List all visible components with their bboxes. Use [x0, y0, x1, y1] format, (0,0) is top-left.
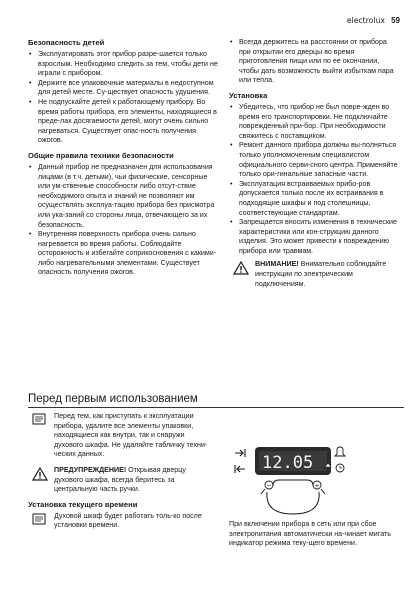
door-warning: [28, 466, 208, 495]
list-item: • Эксплуатация встраиваемых прибо-ров допускается только после их встраивания в подходящие шкафы и под столешницы, соответствующие стандартам.: [229, 180, 399, 218]
before-use-left: [28, 412, 208, 531]
note-square-icon: [32, 413, 46, 429]
list-item: • Убедитесь, что прибор не был повре-жден во время его транспортировки. Не подключайте поврежденный при-бор. При необходимости свяжитесь с поставщиком.: [229, 103, 399, 141]
packaging-note: [28, 412, 208, 460]
list-item: • Данный прибор не предназначен для использования лицами (в т.ч. детьми), чьи физические, сенсорные или ум-ственные способности либо отсут-ствие необходимого опыта и знаний не позволяют им осуществлять эксплуа-тацию прибора без присмотра или ука-заний со стороны лица, отвечающего за их безопасность.: [28, 163, 218, 230]
arrow-right-icon: [235, 449, 245, 457]
svg-text:−: −: [266, 482, 272, 490]
time-note-text: Духовой шкаф будет работать толь-ко после установки времени.: [54, 511, 202, 530]
knob-illustration: [261, 480, 325, 514]
warning-head: ВНИМАНИЕ!: [255, 260, 299, 269]
list-item: • Эксплуатировать этот прибор разре-шается только взрослым. Необходимо следить за тем, чтобы дети не играли с прибором.: [28, 50, 218, 79]
packaging-note-text: Перед тем, как приступать к эксплуатации прибора, удалите все элементы упаковки, находящиеся как внутри, так и снаружи духового шкафа. Не удаляйте табличку техни-ческих данных.: [54, 412, 208, 459]
section-title-before-use: Перед первым использованием: [28, 392, 404, 408]
brand-logo: electrolux: [346, 16, 385, 25]
left-column: [28, 38, 218, 278]
install-title: Установка: [229, 90, 268, 100]
warning-head: ПРЕДУПРЕЖДЕНИЕ!: [54, 465, 127, 474]
warning-triangle-icon: [233, 261, 249, 279]
child-safety-title: Безопасность детей: [28, 38, 105, 47]
list-item: • Всегда держитесь на расстоянии от прибора при открытии его дверцы во время приготовления пищи или по ее окончании, чтобы дать возможность выйти избыткам пара или тепла.: [229, 38, 399, 86]
page-number: 59: [391, 16, 400, 25]
child-safety-list: [28, 50, 218, 146]
general-safety-list: [28, 163, 218, 278]
time-title: Установка текущего времени: [28, 499, 138, 509]
electrical-warning: [229, 260, 399, 289]
warning-triangle-icon: [32, 467, 48, 485]
control-panel-illustration: [229, 442, 349, 517]
time-note: [28, 512, 208, 531]
right-column: [229, 38, 399, 289]
list-item: • Внутренняя поверхность прибора очень сильно нагревается во время работы. Соблюдайте осторожность и избегайте соприкосновения с какими-либо нагревательными элементами. Существует опасность получения ожогов.: [28, 230, 218, 278]
bell-icon: [335, 447, 345, 456]
list-item: • Запрещается вносить изменения в технические характеристики или кон-струкцию данного изделия. Это может привести к повреждению прибора или травмам.: [229, 218, 399, 256]
arrow-left-icon: [235, 465, 245, 473]
page-header: [347, 16, 400, 25]
warning-text: Открывая дверцу духового шкафа, всегда беритесь за центральную часть ручки.: [54, 465, 186, 494]
display-time: 12.05: [262, 453, 314, 473]
install-list: [229, 103, 399, 257]
warning-text: Внимательно соблюдайте инструкции по электрическим подключениям.: [255, 260, 387, 288]
note-square-icon: [32, 513, 46, 529]
right-top-list: [229, 38, 399, 86]
list-item: • Не подпускайте детей к работающему прибору. Во время работы прибора, его элементы, находящиеся в преде-лах досягаемости детей, могут очень сильно нагреваться. Существует опас-ность получения ожогов.: [28, 98, 218, 146]
list-item: • Ремонт данного прибора должны вы-полняться только уполномоченным специалистом официального серви-сного центра. Применяйте только ори-гинальные запасные части.: [229, 141, 399, 179]
clock-icon: [336, 464, 344, 472]
list-item: • Держите все упаковочные материалы в недоступном для детей месте. Су-ществует опасность удушения.: [28, 79, 218, 98]
display-caption: При включении прибора в сеть или при сбое электропитания автоматически на-чинает мигать индикатор режима теку-щего времени.: [229, 520, 391, 548]
svg-text:+: +: [314, 482, 320, 490]
general-safety-title: Общие правила техники безопасности: [28, 150, 174, 160]
